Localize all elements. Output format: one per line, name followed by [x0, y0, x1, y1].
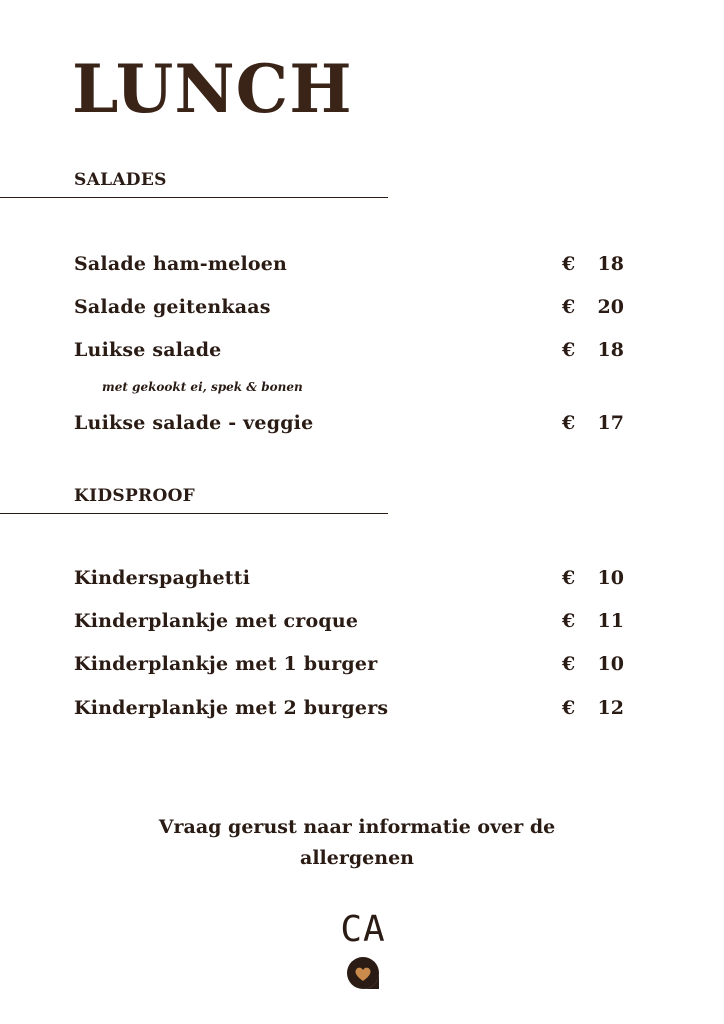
allergen-note: Vraag gerust naar informatie over de allergenen	[158, 816, 556, 869]
menu-item	[74, 339, 634, 367]
menu-item-price: 12	[597, 697, 624, 719]
menu-item-name: Kinderplankje met croque	[74, 610, 359, 632]
menu-item-name: Luikse salade - veggie	[74, 412, 314, 434]
menu-item-name: Salade geitenkaas	[74, 296, 271, 318]
menu-item-price: 11	[597, 610, 624, 632]
section-divider	[0, 513, 388, 514]
menu-item-price: 10	[597, 567, 624, 589]
section-label-salades: SALADES	[74, 170, 167, 190]
currency-symbol: €	[562, 339, 576, 361]
section-divider	[0, 197, 388, 198]
currency-symbol: €	[562, 653, 576, 675]
menu-item	[74, 610, 634, 638]
menu-item-name: Luikse salade	[74, 339, 222, 361]
menu-item-price: 20	[597, 296, 624, 318]
menu-item-name: Kinderplankje met 2 burgers	[74, 697, 389, 719]
menu-item-price: 18	[597, 339, 624, 361]
menu-item	[74, 567, 634, 595]
menu-item-price: 10	[597, 653, 624, 675]
section-label-kidsproof: KIDSPROOF	[74, 486, 196, 506]
brand-logo	[333, 908, 393, 990]
menu-item	[74, 296, 634, 324]
page-title: LUNCH	[72, 50, 353, 128]
currency-symbol: €	[562, 567, 576, 589]
menu-item-name: Kinderplankje met 1 burger	[74, 653, 378, 675]
currency-symbol: €	[562, 296, 576, 318]
menu-item-name: Kinderspaghetti	[74, 567, 251, 589]
menu-item	[74, 412, 634, 440]
menu-item-note: met gekookt ei, spek & bonen	[102, 380, 303, 394]
menu-item	[74, 253, 634, 281]
menu-item	[74, 653, 634, 681]
menu-item	[74, 697, 634, 725]
currency-symbol: €	[562, 253, 576, 275]
menu-item-name: Salade ham-meloen	[74, 253, 288, 275]
currency-symbol: €	[562, 610, 576, 632]
currency-symbol: €	[562, 412, 576, 434]
menu-item-price: 18	[597, 253, 624, 275]
brand-logo-text: CA	[340, 909, 386, 950]
menu-item-price: 17	[597, 412, 624, 434]
heart-badge-icon	[345, 955, 381, 991]
currency-symbol: €	[562, 697, 576, 719]
